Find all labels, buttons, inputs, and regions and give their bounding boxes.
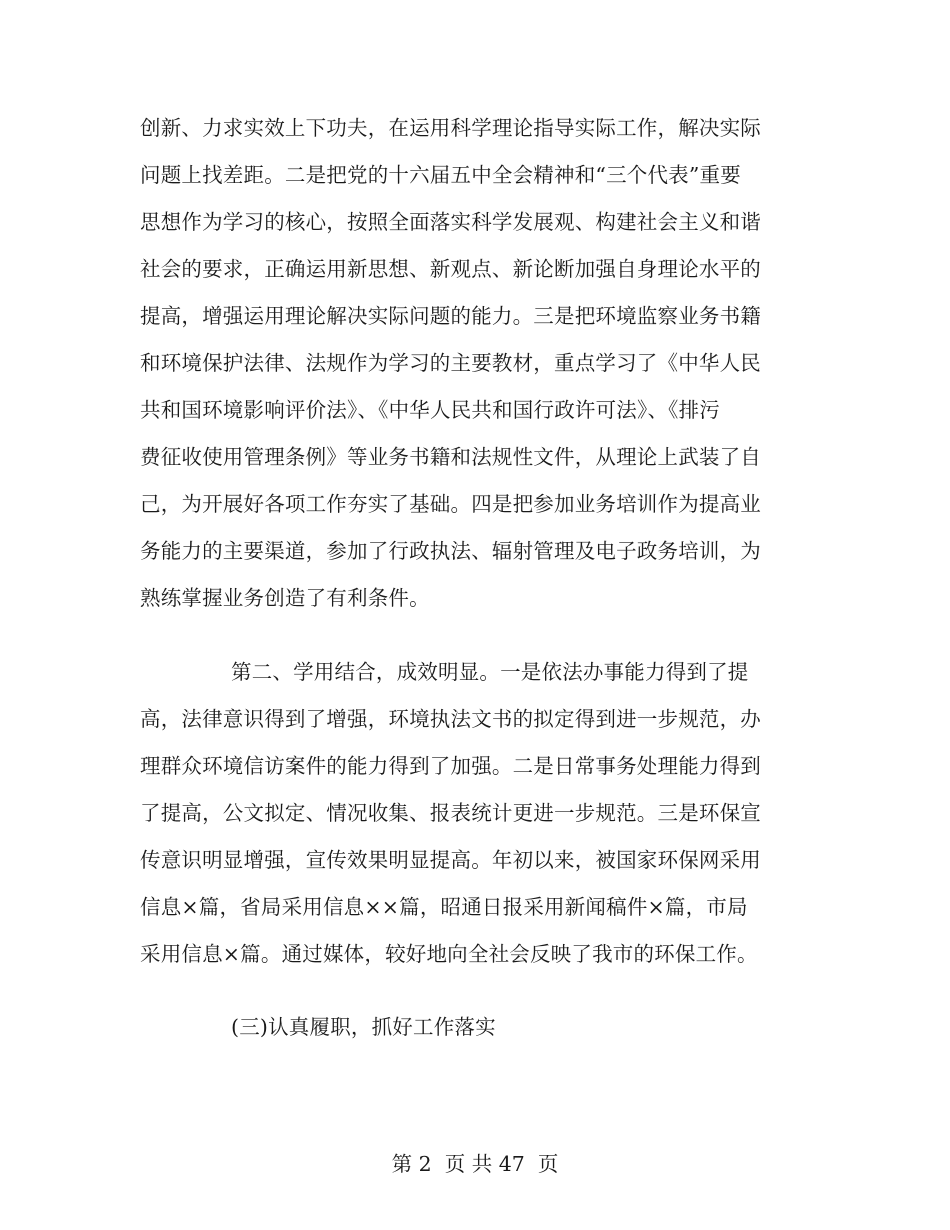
page-number-footer: 第 2 页 共 47 页 <box>391 1152 559 1176</box>
paragraph-2-line-4: 了提高，公文拟定、情况收集、报表统计更进一步规范。三是环保宣 <box>140 801 761 825</box>
section-heading: (三)认真履职，抓好工作落实 <box>231 1015 496 1039</box>
paragraph-2-line-1: 第二、学用结合，成效明显。一是依法办事能力得到了提 <box>231 660 749 684</box>
paragraph-1-line-11: 熟练掌握业务创造了有利条件。 <box>140 586 430 610</box>
paragraph-1-line-7: 共和国环境影响评价法》、《中华人民共和国行政许可法》、《排污 <box>140 398 720 422</box>
paragraph-1-line-8: 费征收使用管理条例》等业务书籍和法规性文件，从理论上武装了自 <box>140 445 761 469</box>
paragraph-1-line-5: 提高，增强运用理论解决实际问题的能力。三是把环境监察业务书籍 <box>140 304 761 328</box>
paragraph-1-line-4: 社会的要求，正确运用新思想、新观点、新论断加强自身理论水平的 <box>140 257 761 281</box>
paragraph-2-line-5: 传意识明显增强，宣传效果明显提高。年初以来，被国家环保网采用 <box>140 848 761 872</box>
paragraph-2-line-3: 理群众环境信访案件的能力得到了加强。二是日常事务处理能力得到 <box>140 754 761 778</box>
paragraph-1-line-3: 思想作为学习的核心，按照全面落实科学发展观、构建社会主义和谐 <box>140 210 761 234</box>
paragraph-1-line-9: 己，为开展好各项工作夯实了基础。四是把参加业务培训作为提高业 <box>140 492 761 516</box>
paragraph-2-line-6: 信息×篇，省局采用信息××篇，昭通日报采用新闻稿件×篇，市局 <box>140 895 748 919</box>
paragraph-1-line-6: 和环境保护法律、法规作为学习的主要教材，重点学习了《中华人民 <box>140 351 761 375</box>
paragraph-1-line-10: 务能力的主要渠道，参加了行政执法、辐射管理及电子政务培训，为 <box>140 539 761 563</box>
paragraph-1-line-1: 创新、力求实效上下功夫，在运用科学理论指导实际工作，解决实际 <box>140 116 761 140</box>
paragraph-2-line-2: 高，法律意识得到了增强，环境执法文书的拟定得到进一步规范，办 <box>140 707 761 731</box>
paragraph-1-line-2: 问题上找差距。二是把党的十六届五中全会精神和“三个代表”重要 <box>140 163 741 187</box>
paragraph-2-line-7: 采用信息×篇。通过媒体，较好地向全社会反映了我市的环保工作。 <box>140 942 758 966</box>
